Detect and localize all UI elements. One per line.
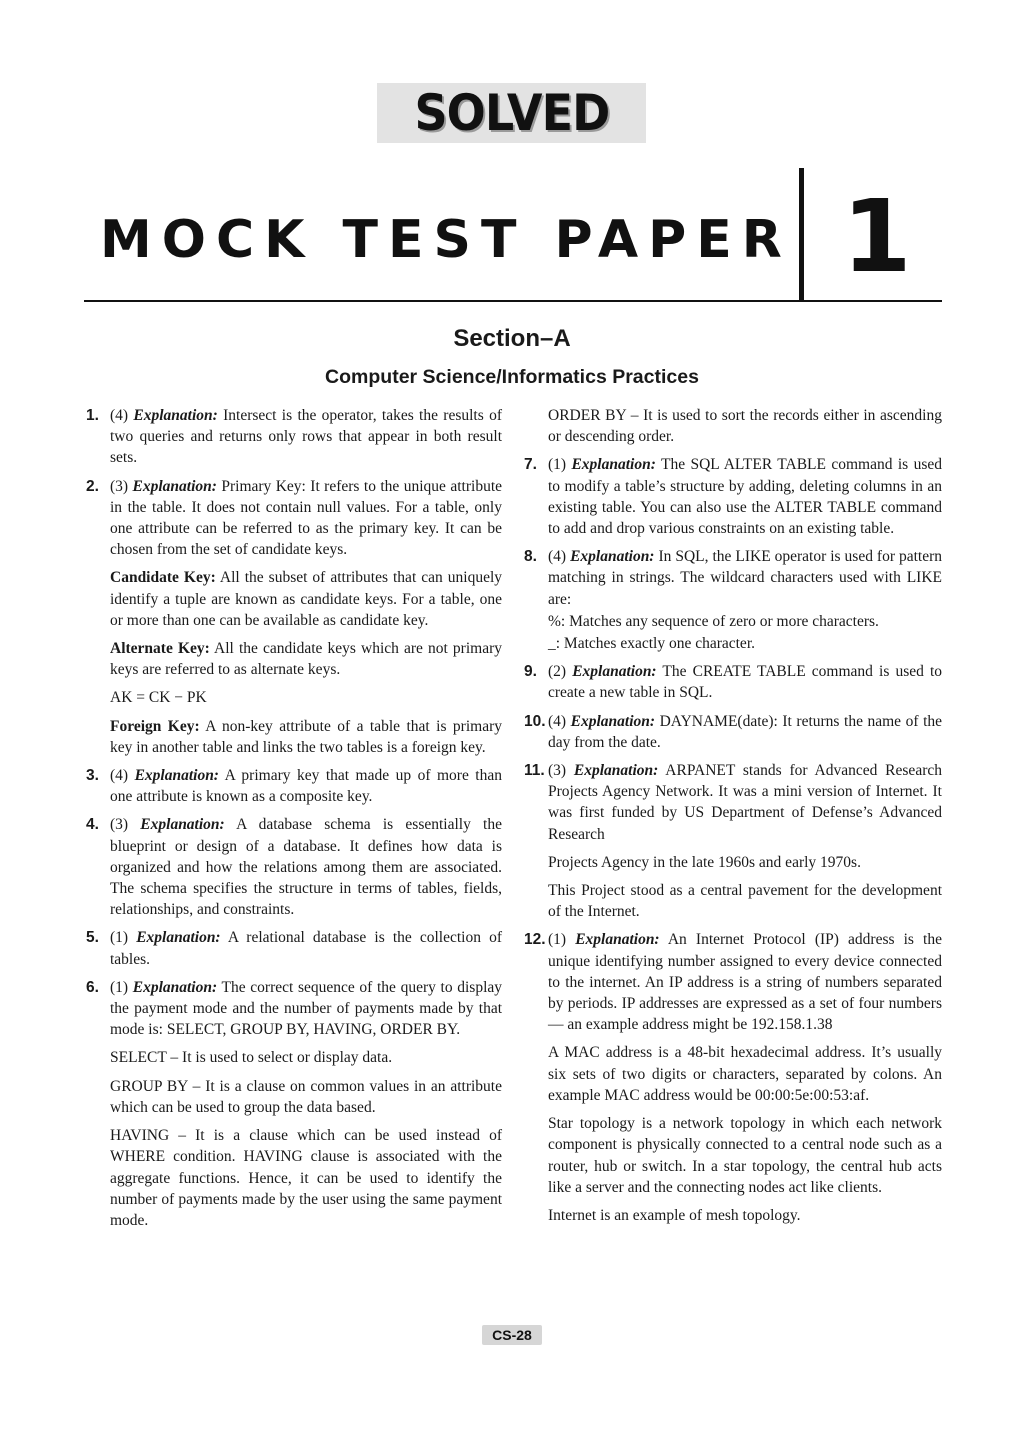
- mac-address-paragraph: A MAC address is a 48-bit hexadecimal address. It’s usually six sets of two digits or characters, separated by colons. An example MAC address would be 00:00:5e:00:53:af.: [548, 1044, 942, 1104]
- wildcard-percent: %: Matches any sequence of zero or more characters.: [548, 612, 879, 630]
- answer-text: A database schema is essentially the blueprint or design of a database. It defines how data is organized and how the relations among them are associated. The schema specifies the structure in terms of tables, fields, relationships, and constraints.: [110, 816, 502, 919]
- orderby-paragraph: ORDER BY – It is used to sort the records either in ascending or descending order.: [548, 407, 942, 446]
- explanation-label: Explanation:: [570, 548, 655, 566]
- question-number: 2.: [86, 477, 99, 495]
- answer-option: (3): [110, 477, 129, 495]
- explanation-label: Explanation:: [572, 663, 657, 681]
- question-number: 4.: [86, 816, 99, 834]
- answer-11: [524, 760, 942, 845]
- answer-2: [86, 476, 502, 561]
- term: Foreign Key:: [110, 717, 200, 735]
- right-column: [524, 405, 942, 1233]
- answer-option: (1): [548, 456, 567, 474]
- explanation-label: Explanation:: [132, 978, 218, 996]
- answer-option: (1): [548, 931, 567, 949]
- answer-text: In SQL, the LIKE operator is used for pattern matching in strings. The wildcard characters used with LIKE are:: [548, 548, 943, 608]
- groupby-paragraph: GROUP BY – It is a clause on common values in an attribute which can be used to group the data based.: [110, 1077, 502, 1116]
- explanation-label: Explanation:: [575, 931, 660, 949]
- answer-option: (3): [548, 762, 567, 780]
- mesh-topology-paragraph: Internet is an example of mesh topology.: [548, 1206, 801, 1224]
- answer-text: ARPANET stands for Advanced Research Projects Agency Network. It was a mini version of Internet. It was first funded by US Department of Defense’s Advanced Research: [548, 762, 942, 843]
- question-number: 7.: [524, 456, 537, 474]
- answer-6: [86, 977, 502, 1041]
- answer-text: A relational database is the collection of tables.: [110, 929, 503, 968]
- explanation-label: Explanation:: [140, 816, 225, 834]
- header-rule: [84, 300, 942, 302]
- answer-text: A primary key that made up of more than one attribute is known as a composite key.: [110, 767, 502, 806]
- definition: A non-key attribute of a table that is primary key in another table and links the two tables is a foreign key.: [110, 717, 502, 756]
- answer-option: (4): [110, 407, 129, 424]
- internet-development-paragraph: This Project stood as a central pavement for the development of the Internet.: [548, 882, 942, 921]
- arpanet-paragraph: Projects Agency in the late 1960s and early 1970s.: [548, 853, 861, 871]
- explanation-label: Explanation:: [136, 929, 221, 947]
- section-title: Section–A: [453, 325, 571, 352]
- explanation-label: Explanation:: [133, 407, 218, 424]
- answer-option: (4): [548, 548, 567, 566]
- left-column: [86, 405, 502, 1238]
- answer-option: (1): [110, 929, 129, 947]
- answer-8: [524, 546, 942, 610]
- answer-text: The CREATE TABLE command is used to create a new table in SQL.: [548, 663, 943, 702]
- question-number: 1.: [86, 407, 99, 424]
- answer-1: [86, 405, 502, 469]
- solved-banner: [377, 83, 646, 143]
- answer-10: [524, 711, 942, 753]
- answer-option: (4): [548, 712, 567, 730]
- question-number: 10.: [524, 712, 546, 730]
- definition: All the candidate keys which are not primary keys are referred to as alternate keys.: [110, 640, 502, 679]
- answer-3: [86, 765, 502, 807]
- answer-9: [524, 661, 942, 703]
- explanation-label: Explanation:: [571, 456, 656, 474]
- answer-4: [86, 814, 502, 920]
- question-number: 9.: [524, 663, 537, 681]
- answer-5: [86, 927, 502, 969]
- explanation-label: Explanation:: [573, 762, 659, 780]
- answer-text: Intersect is the operator, takes the results of two queries and returns only rows that appear in both result sets.: [110, 407, 502, 467]
- section-subtitle: Computer Science/Informatics Practices: [325, 366, 699, 388]
- answer-option: (3): [110, 816, 129, 834]
- explanation-label: Explanation:: [134, 767, 219, 785]
- star-topology-paragraph: Star topology is a network topology in which each network component is physically connected to a central node such as a router, hub or switch. In a star topology, the central hub acts like a server and the connecting nodes act like clients.: [548, 1115, 942, 1196]
- answer-12: [524, 929, 942, 1035]
- answer-text: An Internet Protocol (IP) address is the unique identifying number assigned to every device connected to the internet. An IP address is a string of numbers separated by periods. IP addresses are expressed as a set of four numbers — an example address might be 192.158.1.38: [548, 931, 942, 1034]
- term: Alternate Key:: [110, 640, 210, 658]
- solved-label: SOLVED: [414, 84, 609, 142]
- alternate-key-paragraph: [86, 638, 502, 680]
- term: Candidate Key:: [110, 569, 216, 587]
- answer-option: (1): [110, 978, 129, 996]
- answer-option: (2): [548, 663, 567, 681]
- page-title: MOCK TEST PAPER: [100, 210, 792, 270]
- answer-option: (4): [110, 767, 129, 785]
- key-formula: AK = CK − PK: [110, 689, 207, 707]
- answer-text: Primary Key: It refers to the unique attribute in the table. It does not contain null values. For a table, only one attribute can be referred to as the primary key. It can be chosen from the set of candidate keys.: [110, 477, 503, 559]
- answer-7: [524, 454, 942, 539]
- select-paragraph: SELECT – It is used to select or display data.: [110, 1049, 393, 1067]
- question-number: 3.: [86, 767, 99, 785]
- having-paragraph: HAVING – It is a clause which can be used instead of WHERE condition. HAVING clause is associated with the aggregate functions. Hence, it can be used to identify the number of payments made by the user using the same payment mode.: [110, 1127, 502, 1229]
- answer-text: The correct sequence of the query to display the payment mode and the number of payments made by that mode is: SELECT, GROUP BY, HAVING, ORDER BY.: [110, 978, 502, 1039]
- page-number-badge: CS-28: [482, 1325, 542, 1345]
- question-number: 12.: [524, 931, 546, 949]
- question-number: 11.: [524, 762, 545, 780]
- question-number: 8.: [524, 548, 537, 566]
- title-divider: [799, 168, 804, 302]
- question-number: 5.: [86, 929, 99, 947]
- foreign-key-paragraph: [86, 716, 502, 758]
- answer-text: The SQL ALTER TABLE command is used to modify a table’s structure by adding, deleting columns in an existing table. You can also use the ALTER TABLE command to add and drop various constraints on an existing table.: [548, 456, 942, 538]
- definition: All the subset of attributes that can uniquely identify a tuple are known as candidate keys. For a table, one or more than one can be available as candidate key.: [110, 569, 503, 629]
- explanation-label: Explanation:: [132, 477, 217, 495]
- answer-text: DAYNAME(date): It returns the name of the day from the date.: [548, 712, 943, 751]
- wildcard-underscore: _: Matches exactly one character.: [548, 635, 755, 653]
- question-number: 6.: [86, 978, 99, 996]
- candidate-key-paragraph: [86, 567, 502, 631]
- paper-number: 1: [842, 178, 912, 295]
- explanation-label: Explanation:: [570, 712, 656, 730]
